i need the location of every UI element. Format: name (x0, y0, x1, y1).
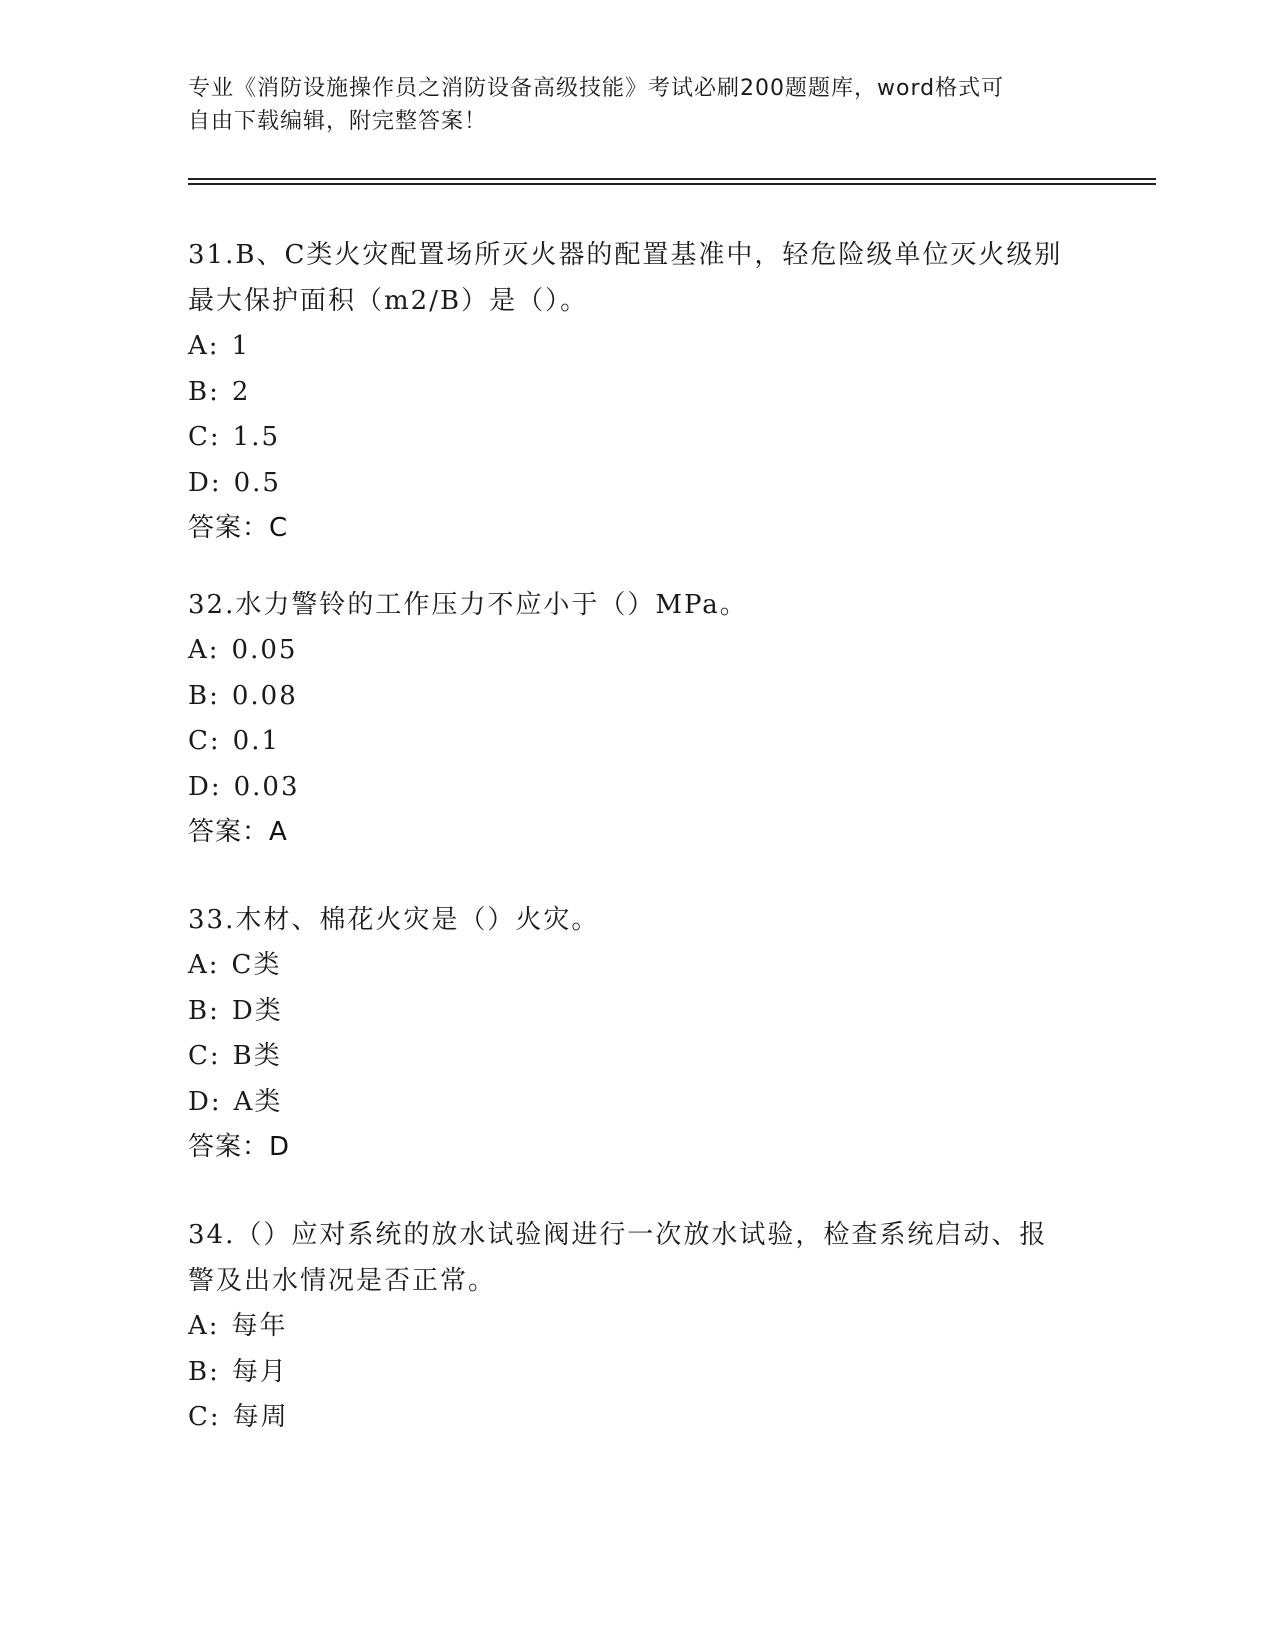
option-label: D: (188, 467, 222, 498)
option-label: A: (188, 331, 220, 361)
option-label: C: (188, 1402, 221, 1432)
option-label: C: (188, 1041, 221, 1071)
option-c (188, 1395, 1088, 1441)
document-header (188, 72, 1088, 138)
question-stem-line-2: 警及出水情况是否正常。 (188, 1266, 497, 1296)
question-31 (188, 232, 1088, 551)
question-stem-line-1: 33.木材、棉花火灾是（）火灾。 (188, 905, 600, 935)
option-text: D类 (231, 995, 283, 1026)
option-label: B: (188, 995, 220, 1026)
option-label: A: (188, 1311, 220, 1341)
option-text: 0.05 (231, 635, 298, 665)
option-text: C类 (231, 950, 282, 980)
option-b (188, 989, 1088, 1035)
option-label: B: (188, 1356, 220, 1387)
option-text: 0.03 (233, 771, 300, 802)
option-label: C: (188, 726, 221, 756)
option-c (188, 415, 1088, 461)
option-d (188, 765, 1088, 811)
answer-line (188, 1125, 1088, 1170)
option-text: 2 (231, 376, 251, 407)
option-text: 1 (231, 331, 251, 361)
option-a (188, 628, 1088, 674)
option-label: A: (188, 635, 220, 665)
option-d (188, 1080, 1088, 1126)
answer-label: 答案： (188, 1132, 270, 1162)
option-text: 每年 (231, 1311, 288, 1341)
question-stem-line-1: 34.（）应对系统的放水试验阀进行一次放水试验，检查系统启动、报 (188, 1220, 1048, 1250)
header-divider-bottom (188, 183, 1156, 185)
option-text: 每月 (231, 1356, 288, 1387)
option-text: 1.5 (232, 422, 281, 452)
question-32 (188, 582, 1088, 855)
option-label: B: (188, 376, 220, 407)
answer-value: D (269, 1132, 291, 1162)
question-stem-line-2: 最大保护面积（m2/B）是（）。 (188, 286, 589, 316)
option-d (188, 461, 1088, 507)
option-b (188, 674, 1088, 720)
answer-value: C (269, 513, 289, 543)
option-c (188, 1034, 1088, 1080)
answer-line (188, 810, 1088, 855)
question-stem-line-1: 31.B、C类火灾配置场所灭火器的配置基准中，轻危险级单位灭火级别 (188, 240, 1063, 270)
question-33 (188, 897, 1088, 1170)
option-c (188, 719, 1088, 765)
option-text: 0.08 (231, 680, 298, 711)
option-label: D: (188, 771, 222, 802)
option-a (188, 1304, 1088, 1350)
header-line-2: 自由下载编辑，附完整答案！ (188, 109, 488, 134)
option-label: C: (188, 422, 221, 452)
header-divider-top (188, 178, 1156, 180)
answer-label: 答案： (188, 513, 270, 543)
option-text: B类 (232, 1041, 282, 1071)
answer-line (188, 506, 1088, 551)
option-label: B: (188, 680, 220, 711)
question-stem-line-1: 32.水力警铃的工作压力不应小于（）MPa。 (188, 590, 748, 620)
header-line-1: 专业《消防设施操作员之消防设备高级技能》考试必刷200题题库，word格式可 (188, 76, 1005, 101)
option-b (188, 1350, 1088, 1396)
option-text: 0.1 (232, 726, 281, 756)
answer-label: 答案： (188, 817, 270, 847)
option-label: A: (188, 950, 220, 980)
option-b (188, 370, 1088, 416)
option-text: A类 (233, 1086, 283, 1117)
answer-value: A (269, 817, 288, 847)
option-text: 0.5 (233, 467, 281, 498)
option-text: 每周 (232, 1402, 289, 1432)
option-a (188, 943, 1088, 989)
option-a (188, 324, 1088, 370)
question-34 (188, 1212, 1088, 1441)
option-label: D: (188, 1086, 222, 1117)
